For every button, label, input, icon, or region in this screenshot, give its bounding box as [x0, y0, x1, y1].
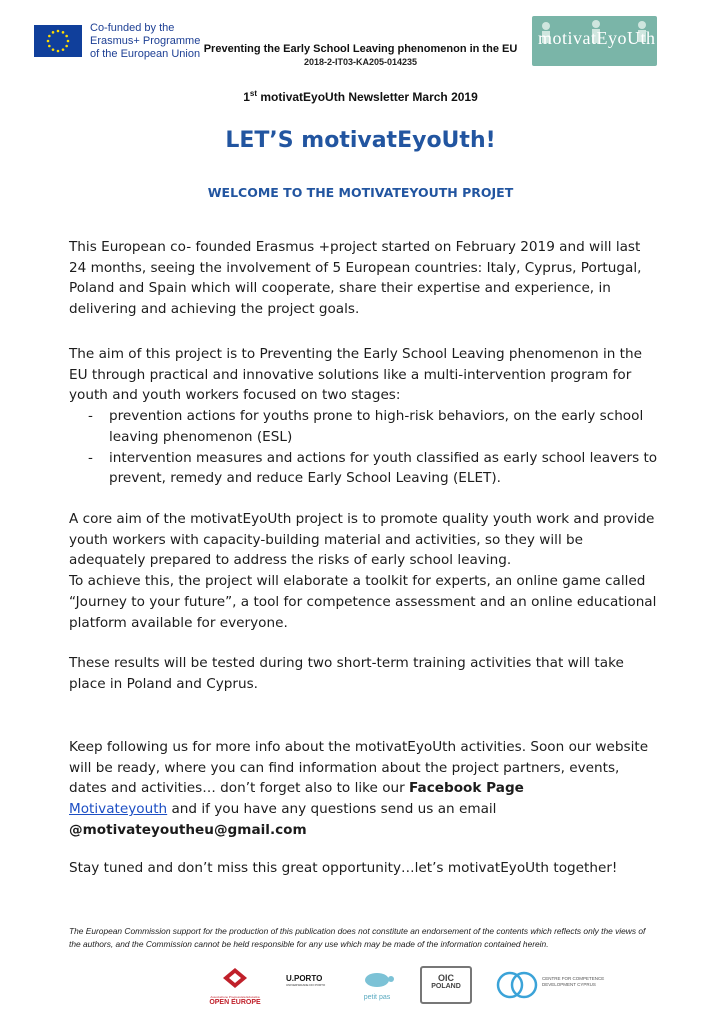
newsletter-heading — [0, 89, 721, 104]
paragraph-intro-text: This European co- founded Erasmus +project started on February 2019 and will last 24 months, seeing the involvement of 5 European countries: Italy, Cyprus, Portugal, Poland and Spain which will cooperate, share their expertise and experience, in delivering and achieving the project goals. — [69, 239, 642, 318]
eu-star-icon — [57, 30, 60, 33]
eu-star-icon — [67, 40, 70, 43]
newsletter-ordinal: 1 — [243, 90, 250, 104]
petit-pas-turtle-icon — [352, 966, 402, 990]
petit-pas-logo — [352, 966, 402, 1004]
facebook-page-label: Facebook Page — [409, 780, 524, 797]
oic-text: OIC — [437, 973, 454, 983]
subtitle: WELCOME TO THE MOTIVATEYOUTH PROJET — [207, 185, 514, 200]
facebook-page-link[interactable]: Motivateyouth — [69, 801, 168, 818]
eu-funding-text — [90, 22, 200, 61]
u-porto-logo — [286, 966, 332, 1004]
paragraph-aim-text: The aim of this project is to Preventing the Early School Leaving phenomenon in the EU through practical and innovative solutions like a multi-intervention program for youth and youth workers focused on two stages: — [69, 346, 642, 404]
main-title: LET’S motivatEyoUth! — [225, 128, 496, 153]
list-item: - prevention actions for youths prone to high-risk behaviors, on the early school leaving phenomenon (ESL) — [69, 406, 659, 447]
eu-star-icon — [52, 31, 55, 34]
eu-funding-line-2: Erasmus+ Programme — [90, 35, 201, 47]
paragraph-follow-us — [69, 737, 659, 841]
ccd-cyprus-circles-icon — [496, 966, 540, 1004]
aim-stages-list — [69, 406, 659, 489]
paragraph-stay-tuned-text: Stay tuned and don’t miss this great opportunity…let’s motivatEyoUth together! — [69, 860, 618, 876]
paragraph-core-aim — [69, 509, 659, 633]
open-europe-small-text: Associazione Progressista Educativa — [210, 995, 260, 999]
header-title: Preventing the Early School Leaving phenomenon in the EU — [203, 43, 518, 55]
motivateyouth-logo — [532, 16, 657, 66]
eu-disclaimer: The European Commission support for the production of this publication does not constitute an endorsement of the contents which reflects only the views of the authors, and the Commission cannot be held responsible for any use which may be made of the information contained herein. — [69, 926, 646, 949]
oic-poland-logo — [420, 966, 472, 1004]
u-porto-text: U.PORTO — [286, 974, 323, 983]
eu-funding-line-1: Co-funded by the — [90, 22, 175, 34]
poland-text: POLAND — [431, 983, 461, 990]
eu-star-icon — [65, 35, 68, 38]
paragraph-follow-us-text — [69, 737, 659, 841]
follow-us-text-2: and if you have any questions send us an email — [167, 801, 497, 818]
logo-text: motivatEyoUth — [538, 28, 656, 48]
paragraph-core-aim-text: A core aim of the motivatEyoUth project is to promote quality youth work and provide youth workers with capacity-building material and activities, so they will be adequately prepared to address the risks of early school leaving. — [69, 511, 655, 569]
petit-pas-text: petit pas — [363, 994, 391, 1001]
project-code: 2018-2-IT03-KA205-014235 — [303, 57, 418, 67]
eu-star-icon — [48, 35, 51, 38]
paragraph-intro — [69, 237, 659, 320]
eu-star-icon — [62, 31, 65, 34]
paragraph-results — [69, 653, 659, 694]
eu-star-icon — [47, 40, 50, 43]
paragraph-stay-tuned — [69, 858, 659, 879]
open-europe-diamond-icon — [200, 966, 270, 990]
follow-us-text-1: Keep following us for more info about the motivatEyoUth activities. Soon our website will be ready, where you can find information about the project partners, events, dates and activities… don’t forget also to like our — [69, 739, 649, 797]
ccd-cyprus-logo — [496, 966, 608, 1004]
paragraph-toolkit-text: To achieve this, the project will elaborate a toolkit for experts, an online game called “Journey to your future”, a tool for competence assessment and an online educational platform available for everyone. — [69, 573, 657, 631]
open-europe-text: OPEN EUROPE — [209, 999, 261, 1006]
open-europe-logo — [200, 966, 270, 1004]
eu-funding-line-3: of the European Union — [90, 48, 201, 60]
list-item: - intervention measures and actions for youth classified as early school leavers to prevent, remedy and reduce Early School Leaving (ELET). — [69, 448, 659, 489]
ccd-cyprus-text: CENTRE FOR COMPETENCE DEVELOPMENT CYPRUS — [542, 976, 605, 987]
paragraph-results-text: These results will be tested during two short-term training activities that will take place in Poland and Cyprus. — [69, 655, 624, 692]
u-porto-sub-text: UNIVERSIDADE DO PORTO — [286, 983, 326, 987]
newsletter-heading-text: motivatEyoUth Newsletter March 2019 — [257, 90, 478, 104]
contact-email[interactable]: @motivateyoutheu@gmail.com — [69, 821, 307, 838]
paragraph-aim — [69, 344, 659, 489]
newsletter-ordinal-suffix: st — [249, 89, 258, 98]
